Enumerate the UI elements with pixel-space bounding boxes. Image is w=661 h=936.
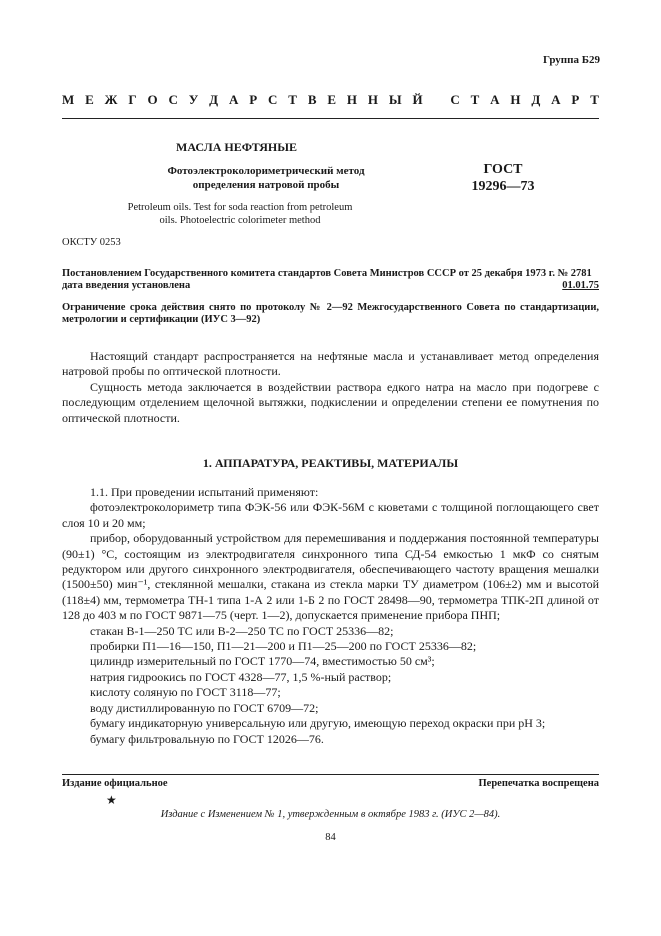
reprint-prohibited-label: Перепечатка воспрещена bbox=[478, 778, 599, 789]
list-item: бумагу фильтровальную по ГОСТ 12026—76. bbox=[90, 731, 324, 746]
banner-letter: Д bbox=[531, 92, 541, 107]
list-item: 1.1. При проведении испытаний применяют: bbox=[90, 485, 319, 499]
edition-note: Издание с Изменением № 1, утвержденным в октябре 1983 г. (ИУС 2—84). bbox=[160, 809, 501, 820]
banner-letter: Д bbox=[209, 92, 219, 107]
intro-paragraph: Сущность метода заключается в воздействии раствора едкого натра на масло при подогреве с последующим отделением щелочной вытяжки, подкислении и определении степени ее помутнения по оптической плотности. bbox=[62, 379, 599, 425]
banner-letter: Г bbox=[128, 92, 137, 107]
banner-letter: Н bbox=[367, 92, 378, 107]
list-item: стакан В-1—250 ТС или В-2—250 ТС по ГОСТ 25336—82; bbox=[90, 623, 394, 638]
banner-letter: Е bbox=[85, 92, 94, 107]
banner-letter: Й bbox=[412, 92, 423, 107]
banner-letter: О bbox=[147, 92, 158, 107]
banner-letter: А bbox=[228, 92, 239, 107]
banner-letter: С bbox=[450, 92, 460, 107]
banner-letter: Т bbox=[590, 92, 599, 107]
list-item: кислоту соляную по ГОСТ 3118—77; bbox=[90, 685, 281, 700]
banner-letter: Е bbox=[327, 92, 337, 107]
banner-letter: Т bbox=[288, 92, 297, 107]
list-item: прибор, оборудованный устройством для перемешивания и поддержания постоянной температуры (90±1) °С, состоящим из электродвигателя синхронного типа СД-54 емкостью 1 мкФ со снятым редуктором или другого синхронного электродвигателя, обеспечивающего частоту вращения мешалки (1500±50) мин⁻¹, стеклянной мешалки, стакана из стекла марки ТУ диаметром (106±2) мм и высотой (118±4) мм, термометра ТН-1 типа 1-А 2 или 1-Б 2 по ГОСТ 28498—90, термометра ТПК-2П длиной от 128 до 403 м по ГОСТ 9871—75 (черт. 1—2), допускается применение прибора ПНП; bbox=[62, 531, 599, 623]
banner-letter: Ж bbox=[104, 92, 118, 107]
gost-number: 19296—73 bbox=[471, 179, 535, 194]
interstate-standard-banner bbox=[62, 92, 599, 108]
oksty-code: ОКСТУ 0253 bbox=[62, 237, 121, 248]
intro-text bbox=[62, 349, 599, 426]
banner-letter: У bbox=[188, 92, 199, 107]
gost-label: ГОСТ bbox=[483, 162, 523, 177]
gost-designation bbox=[468, 161, 538, 195]
banner-letter: А bbox=[490, 92, 500, 107]
list-item: бумагу индикаторную универсальную или другую, имеющую переход окраски при рН 3; bbox=[90, 716, 546, 731]
banner-letter: Р bbox=[571, 92, 580, 107]
star-icon: ★ bbox=[106, 793, 117, 807]
header-rule bbox=[62, 118, 599, 119]
banner-letter: Ы bbox=[388, 92, 402, 107]
banner-letter: М bbox=[62, 92, 75, 107]
section-heading: 1. АППАРАТУРА, РЕАКТИВЫ, МАТЕРИАЛЫ bbox=[202, 456, 459, 470]
banner-letter: С bbox=[268, 92, 278, 107]
page-number: 84 bbox=[325, 832, 336, 843]
english-title: Petroleum oils. Test for soda reaction from petroleum oils. Photoelectric colorimeter method bbox=[127, 202, 353, 226]
document-subtitle: Фотоэлектроколориметрический метод определения натровой пробы bbox=[167, 165, 365, 191]
decree-text: Постановлением Государственного комитета стандартов Совета Министров СССР от 25 декабря 1973 г. № 2781 дата введения установлена bbox=[62, 268, 592, 291]
intro-paragraph: Настоящий стандарт распространяется на нефтяные масла и устанавливает метод определения натровой пробы по оптической плотности. bbox=[62, 349, 599, 379]
apparatus-list bbox=[62, 485, 599, 747]
list-item: пробирки П1—16—150, П1—21—200 и П1—25—200 по ГОСТ 25336—82; bbox=[90, 639, 477, 654]
list-item: воду дистиллированную по ГОСТ 6709—72; bbox=[90, 700, 319, 715]
effective-date: 01.01.75 bbox=[562, 280, 599, 291]
banner-letter: С bbox=[168, 92, 178, 107]
banner-letter: Н bbox=[510, 92, 521, 107]
list-item: натрия гидроокись по ГОСТ 4328—77, 1,5 %-ный раствор; bbox=[90, 669, 392, 684]
banner-letter: Т bbox=[470, 92, 480, 107]
limitation-note: Ограничение срока действия снято по протоколу № 2—92 Межгосударственного Совета по стандартизации, метрологии и сертификации (ИУС 3—92) bbox=[62, 302, 599, 325]
list-item: цилиндр измерительный по ГОСТ 1770—74, вместимостью 50 см³; bbox=[90, 654, 435, 669]
document-title: МАСЛА НЕФТЯНЫЕ bbox=[176, 140, 298, 154]
group-label: Группа Б29 bbox=[543, 54, 600, 66]
official-edition-label: Издание официальное bbox=[62, 778, 168, 789]
banner-letter: Р bbox=[249, 92, 258, 107]
list-item: фотоэлектроколориметр типа ФЭК-56 или ФЭК-56М с кюветами с толщиной поглощающего свет слоя 10 и 20 мм; bbox=[62, 500, 599, 530]
banner-letter: В bbox=[307, 92, 317, 107]
banner-letter: А bbox=[551, 92, 561, 107]
banner-letter: Н bbox=[346, 92, 358, 107]
footer-rule bbox=[62, 774, 599, 775]
